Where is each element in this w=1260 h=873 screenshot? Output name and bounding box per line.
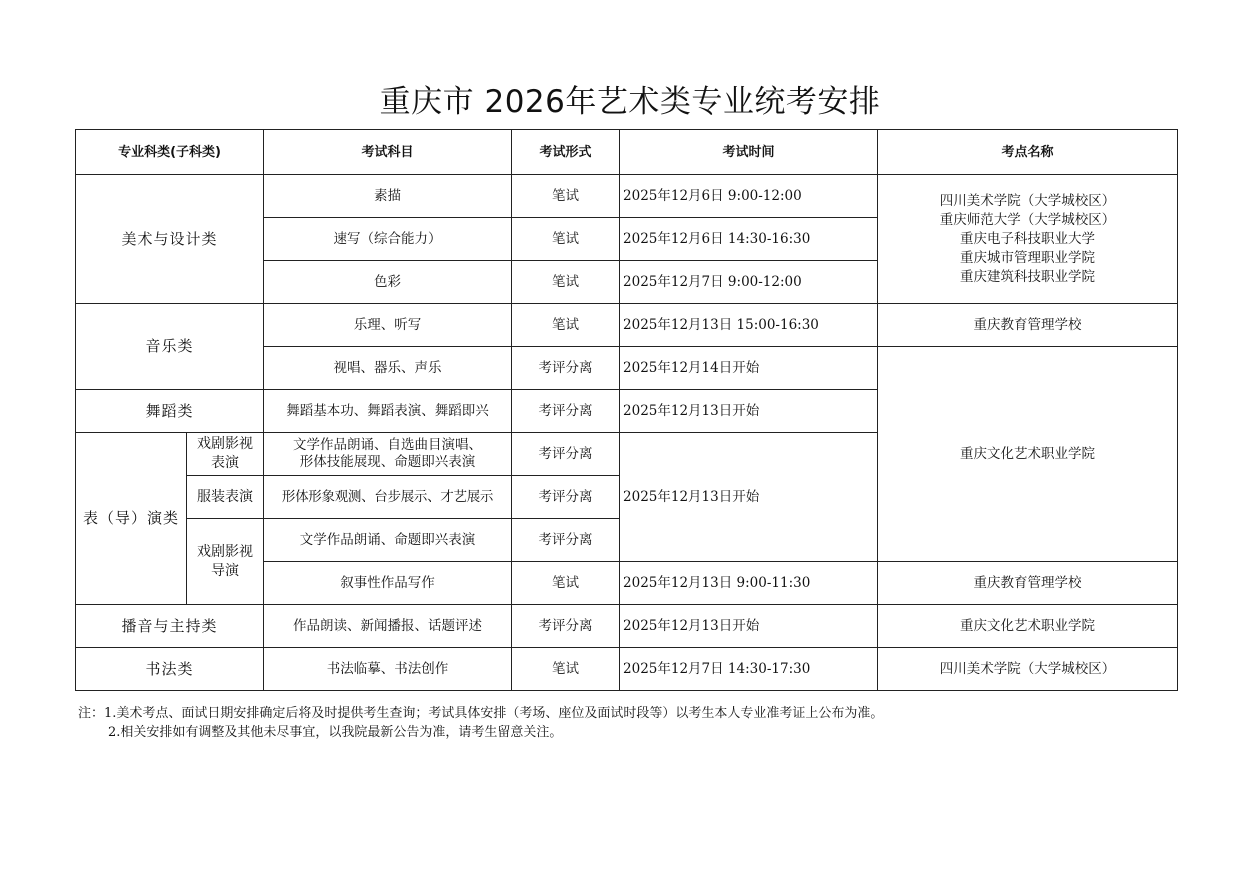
footnotes (78, 704, 883, 742)
table-row (76, 304, 1178, 347)
format-cell: 笔试 (512, 648, 620, 691)
time-cell: 2025年12月6日 9:00-12:00 (620, 175, 878, 218)
subject-cell: 形体形象观测、台步展示、才艺展示 (264, 476, 512, 519)
category-performance: 表（导）演类 (76, 433, 187, 605)
format-cell: 笔试 (512, 562, 620, 605)
time-cell: 2025年12月13日 15:00-16:30 (620, 304, 878, 347)
time-cell: 2025年12月6日 14:30-16:30 (620, 218, 878, 261)
time-cell: 2025年12月14日开始 (620, 347, 878, 390)
header-category: 专业科类(子科类) (76, 130, 264, 175)
table-row (76, 605, 1178, 648)
time-cell-shared: 2025年12月13日开始 (620, 433, 878, 562)
table-row (76, 175, 1178, 218)
format-cell: 笔试 (512, 304, 620, 347)
venue-line: 四川美术学院（大学城校区） (939, 192, 1116, 209)
venue-cell: 重庆文化艺术职业学院 (878, 605, 1178, 648)
subject-cell (264, 433, 512, 476)
venue-line: 重庆电子科技职业大学 (960, 230, 1096, 247)
subject-cell: 叙事性作品写作 (264, 562, 512, 605)
format-cell: 考评分离 (512, 476, 620, 519)
page-title: 重庆市 2026年艺术类专业统考安排 (379, 84, 881, 120)
table-header-row (76, 130, 1178, 175)
time-cell: 2025年12月13日 9:00-11:30 (620, 562, 878, 605)
venue-cell: 四川美术学院（大学城校区） (878, 648, 1178, 691)
venue-shared: 重庆文化艺术职业学院 (878, 347, 1178, 562)
category-broadcast: 播音与主持类 (76, 605, 264, 648)
category-calligraphy: 书法类 (76, 648, 264, 691)
subcategory-line: 戏剧影视 (197, 543, 253, 560)
subject-cell: 作品朗读、新闻播报、话题评述 (264, 605, 512, 648)
venue-line: 重庆城市管理职业学院 (960, 249, 1096, 266)
subcategory-fashion: 服装表演 (187, 476, 264, 519)
footnote-2: 2.相关安排如有调整及其他未尽事宜，以我院最新公告为准，请考生留意关注。 (108, 725, 563, 740)
time-cell: 2025年12月7日 9:00-12:00 (620, 261, 878, 304)
footnote-1: 注：1.美术考点、面试日期安排确定后将及时提供考生查询；考试具体安排（考场、座位及面试时段等）以考生本人专业准考证上公布为准。 (78, 706, 884, 721)
header-subject: 考试科目 (264, 130, 512, 175)
subject-cell: 素描 (264, 175, 512, 218)
format-cell: 考评分离 (512, 519, 620, 562)
venue-line: 重庆建筑科技职业学院 (960, 268, 1096, 285)
format-cell: 笔试 (512, 218, 620, 261)
table-row (76, 648, 1178, 691)
time-cell: 2025年12月13日开始 (620, 390, 878, 433)
subcategory-line: 导演 (211, 562, 239, 579)
subcategory-line: 戏剧影视 (197, 436, 253, 452)
subcategory-directing (187, 519, 264, 605)
header-time: 考试时间 (620, 130, 878, 175)
venue-cell: 重庆教育管理学校 (878, 304, 1178, 347)
venue-line: 重庆师范大学（大学城校区） (939, 211, 1116, 228)
format-cell: 考评分离 (512, 347, 620, 390)
subject-line: 形体技能展现、命题即兴表演 (299, 454, 476, 470)
subject-cell: 文学作品朗诵、命题即兴表演 (264, 519, 512, 562)
category-art: 美术与设计类 (76, 175, 264, 304)
format-cell: 考评分离 (512, 433, 620, 476)
venue-cell: 重庆教育管理学校 (878, 562, 1178, 605)
subject-cell: 视唱、器乐、声乐 (264, 347, 512, 390)
header-format: 考试形式 (512, 130, 620, 175)
subject-cell: 乐理、听写 (264, 304, 512, 347)
category-dance: 舞蹈类 (76, 390, 264, 433)
time-cell: 2025年12月7日 14:30-17:30 (620, 648, 878, 691)
subject-cell: 书法临摹、书法创作 (264, 648, 512, 691)
venue-art (878, 175, 1178, 304)
subject-line: 文学作品朗诵、自选曲目演唱、 (293, 437, 483, 453)
format-cell: 考评分离 (512, 605, 620, 648)
subcategory-line: 表演 (211, 455, 239, 471)
subject-cell: 舞蹈基本功、舞蹈表演、舞蹈即兴 (264, 390, 512, 433)
format-cell: 笔试 (512, 261, 620, 304)
category-music: 音乐类 (76, 304, 264, 390)
exam-schedule-table (75, 129, 1178, 691)
time-cell: 2025年12月13日开始 (620, 605, 878, 648)
format-cell: 考评分离 (512, 390, 620, 433)
subcategory-drama-acting (187, 433, 264, 476)
format-cell: 笔试 (512, 175, 620, 218)
subject-cell: 速写（综合能力） (264, 218, 512, 261)
header-venue: 考点名称 (878, 130, 1178, 175)
subject-cell: 色彩 (264, 261, 512, 304)
